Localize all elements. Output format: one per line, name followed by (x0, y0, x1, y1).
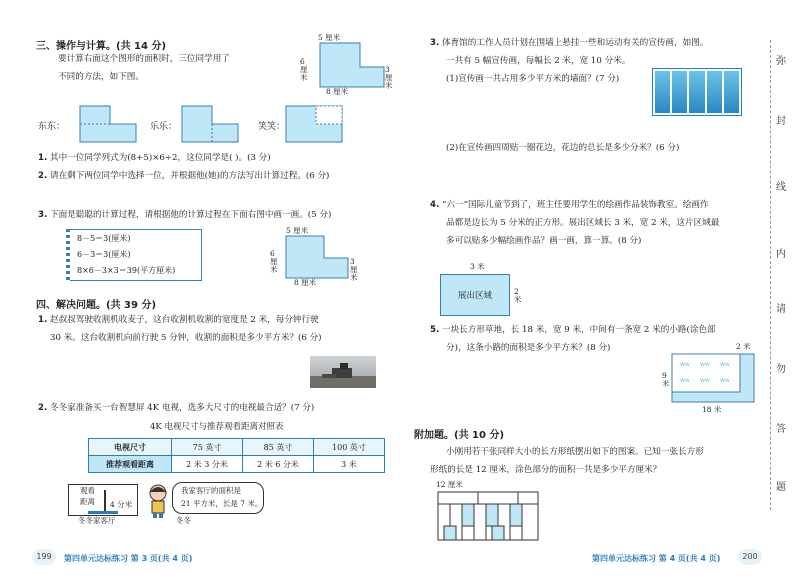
exhibit-top-label: 3 米 (470, 262, 485, 271)
r-q3-line1 (430, 37, 708, 49)
extra-text-b: 形纸的长是 12 厘米，涂色部分的面积一共是多少平方厘米？ (430, 465, 662, 475)
poster-image (672, 71, 687, 113)
room-distance-label: 4 分米 (110, 500, 133, 509)
fig2-right-label: 3厘米 (350, 257, 358, 282)
posters-strip (652, 68, 742, 116)
r-q4-text-b: 品都是边长为 5 分米的正方形。展出区域长 3 米，宽 2 米，这片区域最 (446, 218, 720, 228)
table-cell: 电视尺寸 (89, 439, 172, 456)
calc-box-edge (66, 229, 70, 281)
page-number-right: 200 (738, 549, 762, 565)
room-label-line1: 观看 (80, 486, 95, 495)
r-q5-text-b: 分)，这条小路的面积是多少平方米？(8 分) (446, 343, 611, 353)
table-cell: 85 英寸 (243, 439, 314, 456)
side-char: 内 (776, 249, 786, 260)
bubble-line1: 我家客厅的面积是 (181, 486, 241, 495)
fig2-left-label: 6厘米 (270, 249, 278, 274)
s3-q1-text: 其中一位同学列式为(8+5)×6÷2，这位同学是( )。(3 分) (49, 153, 271, 163)
s4-q1-line1 (38, 314, 319, 326)
s3-q3-number: 3. (38, 210, 48, 220)
section3-title: 三、操作与计算。(共 14 分) (36, 41, 167, 52)
fig-top-label: 5 厘米 (318, 33, 341, 42)
side-char: 勿 (776, 364, 786, 375)
tv-table-title: 4K 电视尺寸与推荐观看距离对照表 (150, 422, 284, 432)
kid-name: 冬冬 (176, 516, 191, 525)
svg-text:ww: ww (700, 361, 710, 368)
tv-icon (88, 511, 118, 514)
fig-right-label: 3厘米 (385, 65, 393, 90)
side-char: 弥 (776, 56, 786, 67)
lawn-diagram (670, 352, 756, 406)
tv-size-table (88, 438, 385, 473)
calc-line: 8－5＝3(厘米) (77, 234, 131, 243)
r-q3-sub1: (1)宣传画一共占用多少平方米的墙面？(7 分) (446, 74, 620, 84)
side-char: 封 (776, 116, 786, 127)
section3-intro-line2: 不同的方法，如下图。 (58, 72, 144, 82)
bubble-line2: 21 平方米，长是 7 米。 (181, 499, 263, 508)
section3-intro-line1: 要计算右面这个图形的面积时，三位同学用了 (58, 54, 230, 64)
poster-image (655, 71, 670, 113)
method-name-xiaoxiao: 笑笑： (258, 122, 286, 132)
reference-figure (296, 33, 392, 95)
seal-line (770, 40, 772, 510)
fig2-top-label: 5 厘米 (286, 226, 309, 235)
method-figure-lele (180, 104, 240, 146)
speech-bubble (172, 482, 264, 514)
r-q5-number: 5. (430, 325, 440, 335)
extra-question-title: 附加题。(共 10 分) (414, 430, 505, 441)
s4-q2-text: 冬冬家准备买一台智慧屏 4K 电视，选多大尺寸的电视最合适？(7 分) (49, 403, 315, 413)
s3-q2-line (38, 170, 329, 182)
lawn-bottom-label: 18 米 (702, 405, 722, 414)
table-cell: 75 英寸 (172, 439, 243, 456)
calc-line: 8×6－3×3＝39(平方厘米) (77, 266, 176, 275)
room-label-line2: 距离 (80, 497, 95, 506)
side-char: 线 (776, 182, 786, 193)
svg-text:ww: ww (700, 377, 710, 384)
s4-q1-text-b: 30 米。这台收割机向前行驶 5 分钟，收割的面积是多少平方米？(6 分) (50, 333, 322, 343)
r-q5-line1 (430, 324, 716, 336)
svg-text:ww: ww (720, 377, 730, 384)
table-cell: 3 米 (314, 456, 385, 473)
lawn-left-label: 9米 (662, 371, 670, 388)
s3-q2-number: 2. (38, 171, 48, 181)
distance-line (104, 490, 106, 512)
s4-q1-text-a: 赵叔叔驾驶收割机收麦子，这台收割机收割的宽度是 2 米，每分钟行驶 (49, 315, 319, 325)
r-q3-text-b: 一共有 5 幅宣传画，每幅长 2 米，宽 10 分米。 (446, 56, 631, 66)
s3-q1-line (38, 152, 271, 164)
kid-illustration-icon (146, 484, 170, 518)
page-number-left: 199 (32, 549, 56, 565)
method-name-lele: 乐乐： (150, 122, 178, 132)
s3-q2-text: 请在剩下两位同学中选择一位，并根据他(她)的方法写出计算过程。(6 分) (49, 171, 330, 181)
harvester-photo (310, 356, 376, 388)
table-cell: 2 米 6 分米 (243, 456, 314, 473)
side-char: 题 (776, 482, 786, 493)
table-row (89, 456, 385, 473)
s4-q2-number: 2. (38, 403, 48, 413)
section4-title: 四、解决问题。(共 39 分) (36, 300, 157, 311)
exhibit-area (440, 274, 510, 316)
table-cell: 100 英寸 (314, 439, 385, 456)
method-figure-dongdong (78, 104, 138, 146)
room-caption: 冬冬家客厅 (78, 516, 116, 525)
rectangle-pattern (436, 490, 540, 542)
svg-text:ww: ww (680, 361, 690, 368)
r-q3-text-a: 体育馆的工作人员计划在围墙上悬挂一些和运动有关的宣传画，如图。 (441, 38, 709, 48)
r-q5-text-a: 一块长方形草地，长 18 米，宽 9 米，中间有一条宽 2 米的小路(涂色部 (441, 325, 716, 335)
method-name-dongdong: 东东： (38, 122, 66, 132)
r-q4-text-a: “六一”国际儿童节到了，班主任要用学生的绘画作品装饰教室。绘画作 (441, 200, 709, 210)
poster-image (707, 71, 722, 113)
side-char: 答 (776, 424, 786, 435)
fig-left-label: 6厘米 (300, 57, 308, 82)
r-q4-number: 4. (430, 200, 440, 210)
fig-bottom-label: 8 厘米 (326, 87, 349, 96)
s3-q1-number: 1. (38, 153, 48, 163)
table-row (89, 439, 385, 456)
method-figure-xiaoxiao (284, 104, 346, 146)
side-char: 请 (776, 304, 786, 315)
s4-q2-line (38, 402, 314, 414)
table-cell: 2 米 3 分米 (172, 456, 243, 473)
calc-box (66, 229, 202, 281)
extra-text-a: 小刚用若干张同样大小的长方形纸摆出如下的图案。已知一张长方形 (446, 447, 704, 457)
pattern-length-label: 12 厘米 (436, 480, 463, 489)
svg-text:ww: ww (720, 361, 730, 368)
r-q3-number: 3. (430, 38, 440, 48)
r-q4-line1 (430, 199, 709, 211)
footer-text-left: 第四单元达标练习 第 3 页(共 4 页) (64, 554, 193, 563)
s3-q3-text: 下面是聪聪的计算过程，请根据他的计算过程在下面右图中画一画。(5 分) (49, 210, 332, 220)
lawn-path-width-label: 2 米 (736, 342, 751, 351)
calc-line: 6－3＝3(厘米) (77, 250, 131, 259)
fig2-bottom-label: 8 厘米 (294, 278, 317, 287)
footer-text-right: 第四单元达标练习 第 4 页(共 4 页) (592, 554, 721, 563)
poster-image (724, 71, 739, 113)
s4-q1-number: 1. (38, 315, 48, 325)
poster-image (689, 71, 704, 113)
exhibit-side-label: 2米 (514, 287, 522, 304)
svg-text:ww: ww (680, 377, 690, 384)
exhibit-area-label: 展出区域 (457, 291, 492, 301)
r-q3-sub2: (2)在宣传画四周贴一圈花边，花边的总长是多少分米？(6 分) (446, 143, 680, 153)
table-cell: 推荐观看距离 (89, 456, 172, 473)
r-q4-text-c: 多可以贴多少幅绘画作品？画一画，算一算。(8 分) (446, 236, 642, 246)
s3-q3-line (38, 209, 331, 221)
